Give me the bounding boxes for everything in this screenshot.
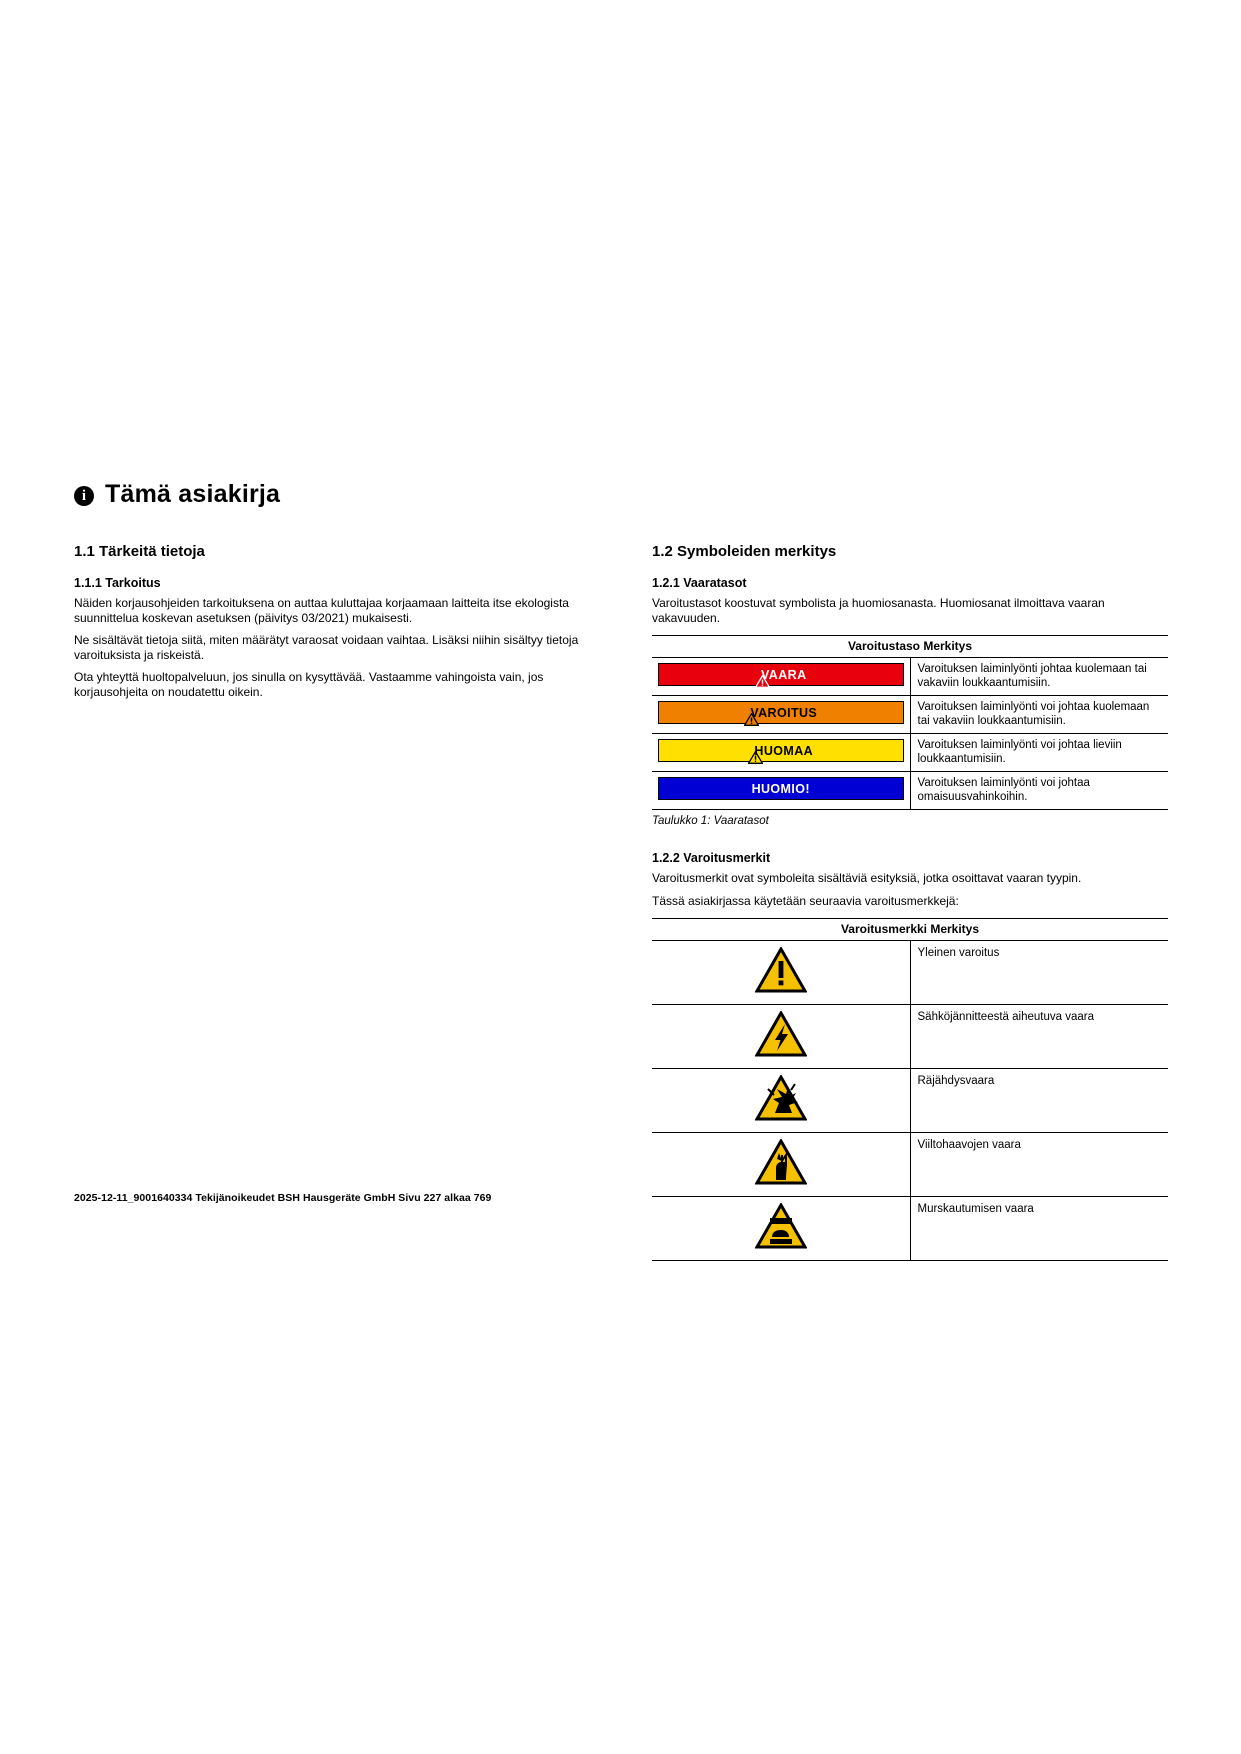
symbol-cell-cut	[652, 1133, 910, 1197]
signal-word-notice	[658, 777, 904, 800]
hazard-sign-cell-caution	[652, 734, 910, 772]
hazard-table-header: Varoitustaso Merkitys	[652, 636, 1168, 658]
symbol-cell-explosion	[652, 1069, 910, 1133]
paragraph-purpose-1: Näiden korjausohjeiden tarkoituksena on auttaa kuluttajaa korjaamaan laitteita itse ekologista suunnittelua koskevan asetuksen (päivitys 03/2021) mukaisesti.	[74, 596, 569, 625]
warning-symbols-table	[652, 918, 1168, 1261]
crush-hazard-icon	[755, 1203, 807, 1249]
symbol-cell-crush	[652, 1197, 910, 1261]
page-title-text: Tämä asiakirja	[105, 480, 281, 508]
subsection-heading-1-2-1: 1.2.1 Vaaratasot	[652, 576, 747, 590]
electric-shock-icon	[755, 1011, 807, 1057]
table-row	[652, 1197, 1168, 1261]
left-column	[74, 543, 591, 1261]
paragraph-symbols-intro-1: Varoitusmerkit ovat symboleita sisältäviä esityksiä, jotka osoittavat vaaran tyypin.	[652, 871, 1082, 885]
hazard-sign-cell-danger	[652, 658, 910, 696]
cut-hazard-icon	[755, 1139, 807, 1185]
hazard-meaning-notice: Varoituksen laiminlyönti voi johtaa omaisuusvahinkoihin.	[910, 772, 1168, 810]
page-title	[74, 480, 1169, 509]
general-warning-icon	[755, 947, 807, 993]
signal-word-caution	[658, 739, 904, 762]
symbol-cell-general-warning	[652, 941, 910, 1005]
table-row	[652, 1069, 1168, 1133]
table-row	[652, 772, 1168, 810]
signal-word-warning-label: VAROITUS	[750, 705, 818, 720]
hazard-meaning-warning: Varoituksen laiminlyönti voi johtaa kuolemaan tai vakaviin loukkaantumisiin.	[910, 696, 1168, 734]
symbol-meaning-explosion: Räjähdysvaara	[910, 1069, 1168, 1133]
signal-word-caution-label: HUOMAA	[754, 743, 814, 758]
signal-word-danger	[658, 663, 904, 686]
hazard-levels-table	[652, 635, 1168, 810]
signal-word-danger-label: VAARA	[760, 667, 807, 682]
signal-word-warning	[658, 701, 904, 724]
hazard-sign-cell-notice	[652, 772, 910, 810]
explosion-hazard-icon	[755, 1075, 807, 1121]
section-heading-1-2: 1.2 Symboleiden merkitys	[652, 543, 837, 560]
symbol-meaning-electric-shock: Sähköjännitteestä aiheutuva vaara	[910, 1005, 1168, 1069]
paragraph-purpose-3: Ota yhteyttä huoltopalveluun, jos sinulla on kysyttävää. Vastaamme vahingoista vain, jos korjausohjeita on noudatettu oikein.	[74, 670, 544, 699]
hazard-meaning-caution: Varoituksen laiminlyönti voi johtaa lieviin loukkaantumisiin.	[910, 734, 1168, 772]
hazard-meaning-danger: Varoituksen laiminlyönti johtaa kuolemaan tai vakaviin loukkaantumisiin.	[910, 658, 1168, 696]
info-icon: i	[74, 486, 94, 506]
signal-word-notice-label: HUOMIO!	[751, 781, 810, 796]
table-row	[652, 696, 1168, 734]
right-column	[652, 543, 1169, 1261]
two-column-layout	[74, 543, 1169, 1261]
paragraph-hazard-intro: Varoitustasot koostuvat symbolista ja huomiosanasta. Huomiosanat ilmoittava vaaran vakavuuden.	[652, 596, 1105, 625]
symbols-table-header: Varoitusmerkki Merkitys	[652, 919, 1168, 941]
symbol-meaning-general-warning: Yleinen varoitus	[910, 941, 1168, 1005]
table-row	[652, 1133, 1168, 1197]
hazard-sign-cell-warning	[652, 696, 910, 734]
table-row	[652, 941, 1168, 1005]
symbol-meaning-crush: Murskautumisen vaara	[910, 1197, 1168, 1261]
subsection-heading-1-1-1: 1.1.1 Tarkoitus	[74, 576, 161, 590]
symbol-meaning-cut: Viiltohaavojen vaara	[910, 1133, 1168, 1197]
paragraph-symbols-intro-2: Tässä asiakirjassa käytetään seuraavia varoitusmerkkejä:	[652, 893, 959, 908]
section-heading-1-1: 1.1 Tärkeitä tietoja	[74, 543, 205, 560]
table-caption: Taulukko 1: Vaaratasot	[652, 815, 769, 827]
table-row	[652, 1005, 1168, 1069]
page-footer: 2025-12-11_9001640334 Tekijänoikeudet BSH Hausgeräte GmbH Sivu 227 alkaa 769	[74, 1192, 492, 1204]
symbol-cell-electric-shock	[652, 1005, 910, 1069]
subsection-heading-1-2-2: 1.2.2 Varoitusmerkit	[652, 851, 771, 865]
paragraph-purpose-2: Ne sisältävät tietoja siitä, miten määrätyt varaosat voidaan vaihtaa. Lisäksi niihin sisältyy tietoja varoituksista ja riskeistä.	[74, 633, 579, 662]
page-content	[74, 480, 1169, 1261]
table-row	[652, 734, 1168, 772]
table-row	[652, 658, 1168, 696]
